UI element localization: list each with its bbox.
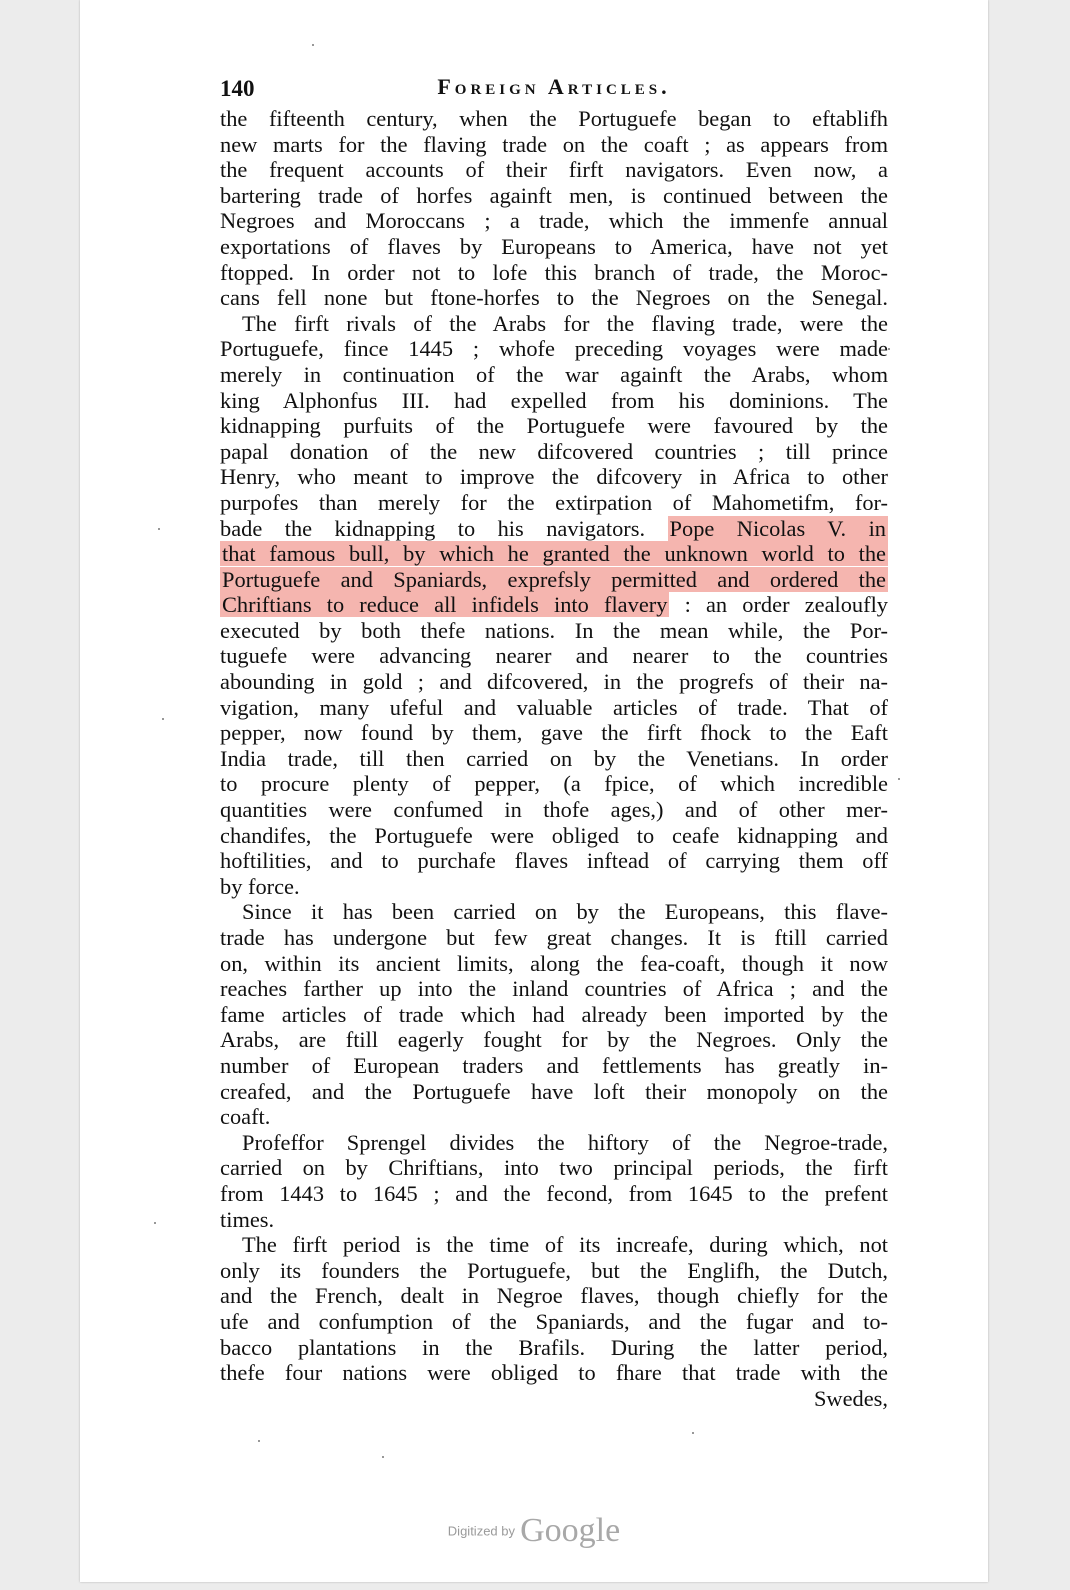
text-line: reaches farther up into the inland countries of Africa ; and the: [220, 976, 888, 1002]
text-line: the frequent accounts of their firft navigators. Even now, a: [220, 157, 888, 183]
text-line: trade has undergone but few great changes. It is ftill carried: [220, 925, 888, 950]
text-line: executed by both thefe nations. In the mean while, the Por-: [220, 617, 888, 643]
text-line: chandifes, the Portuguefe were obliged to ceafe kidnapping and: [220, 822, 888, 848]
body-text: [220, 106, 888, 1411]
highlighted-passage: Chriftians to reduce all infidels into flavery: [222, 592, 668, 618]
text-line: quantities were confumed in thofe ages,) and of other mer-: [220, 797, 888, 823]
text-line: [220, 592, 888, 618]
text-line: bartering trade of horfes againft men, is continued between the: [220, 182, 888, 208]
text-line: coaft.: [220, 1104, 271, 1130]
text-line: to procure plenty of pepper, (a fpice, of which incredible: [220, 771, 888, 797]
text-line: abounding in gold ; and difcovered, in the progrefs of their na-: [220, 669, 888, 695]
text-line: purpofes than merely for the extirpation of Mahometifm, for-: [220, 489, 888, 515]
text-line: [220, 567, 888, 593]
text-line: creafed, and the Portuguefe have loft their monopoly on the: [220, 1078, 888, 1104]
text-line: Portuguefe, fince 1445 ; whofe preceding voyages were made: [220, 336, 888, 362]
text-line: by force.: [220, 873, 300, 899]
text-line: new marts for the flaving trade on the coaft ; as appears from: [220, 131, 888, 157]
text-line: fame articles of trade which had already been imported by the: [220, 1001, 888, 1027]
running-head: Foreign Articles.: [437, 74, 671, 99]
text-line: vigation, many ufeful and valuable articles of trade. That of: [220, 694, 888, 720]
text-line: Profeffor Sprengel divides the hiftory of the Negroe-trade,: [242, 1129, 888, 1155]
page-header: [220, 72, 888, 102]
text-line: Henry, who meant to improve the difcovery in Africa to other: [220, 464, 888, 490]
text-line: times.: [220, 1206, 275, 1232]
text-line: number of European traders and fettlements has greatly in-: [220, 1052, 888, 1078]
text-line: the fifteenth century, when the Portuguefe began to eftablifh: [220, 106, 888, 131]
document-page: [80, 0, 988, 1582]
scan-speck: [312, 44, 314, 46]
highlighted-passage: Pope Nicolas V. in: [669, 515, 886, 541]
text-line: ufe and confumption of the Spaniards, and the fugar and to-: [220, 1308, 888, 1334]
google-logo: Google: [520, 1512, 621, 1549]
scan-speck: [158, 528, 160, 530]
scan-speck: [162, 718, 164, 720]
text-line: from 1443 to 1645 ; and the fecond, from 1645 to the prefent: [220, 1180, 888, 1206]
text-line: India trade, till then carried on by the Venetians. In order: [220, 745, 888, 771]
text-line: Arabs, are ftill eagerly fought for by the Negroes. Only the: [220, 1027, 888, 1053]
text-line: thefe four nations were obliged to fhare that trade with the: [220, 1360, 888, 1386]
text-line: cans fell none but ftone-horfes to the Negroes on the Senegal.: [220, 285, 888, 311]
text-line: papal donation of the new difcovered countries ; till prince: [220, 438, 888, 464]
text-line: ftopped. In order not to lofe this branch of trade, the Moroc-: [220, 259, 888, 285]
text-line: and the French, dealt in Negroe flaves, though chiefly for the: [220, 1283, 888, 1309]
text-line: on, within its ancient limits, along the fea-coaft, though it now: [220, 950, 888, 976]
text-line: exportations of flaves by Europeans to America, have not yet: [220, 233, 888, 259]
catchword: Swedes,: [813, 1385, 888, 1411]
text-line: The firft rivals of the Arabs for the flaving trade, were the: [242, 310, 888, 336]
text-line: pepper, now found by them, gave the firft fhock to the Eaft: [220, 720, 888, 746]
text-line: tuguefe were advancing nearer and nearer to the countries: [220, 643, 888, 669]
scan-speck: [154, 1222, 156, 1224]
text-fragment: : an order zealoufly: [669, 592, 888, 618]
text-line: Negroes and Moroccans ; a trade, which the immenfe annual: [220, 208, 888, 234]
watermark-label: Digitized by: [447, 1523, 515, 1539]
page-number: 140: [220, 76, 255, 101]
highlighted-passage: Portuguefe and Spaniards, exprefsly permitted and ordered the: [222, 566, 886, 592]
text-line: king Alphonfus III. had expelled from his dominions. The: [220, 387, 888, 413]
highlighted-passage: that famous bull, by which he granted the unknown world to the: [222, 541, 886, 567]
text-line: bacco plantations in the Brafils. During the latter period,: [220, 1334, 888, 1360]
scan-speck: [888, 348, 890, 350]
text-line: carried on by Chriftians, into two principal periods, the firft: [220, 1155, 888, 1181]
text-line: [220, 516, 888, 542]
text-line: The firft period is the time of its increafe, during which, not: [242, 1232, 888, 1258]
scan-speck: [692, 1432, 694, 1434]
text-line: only its founders the Portuguefe, but the Englifh, the Dutch,: [220, 1257, 888, 1283]
text-line: [220, 541, 888, 567]
scan-speck: [382, 1456, 384, 1458]
scan-speck: [898, 778, 900, 780]
digitized-watermark: [80, 1512, 988, 1550]
text-line: Since it has been carried on by the Europeans, this flave-: [242, 899, 888, 925]
text-line: kidnapping purfuits of the Portuguefe were favoured by the: [220, 413, 888, 439]
text-line: merely in continuation of the war againft the Arabs, whom: [220, 361, 888, 387]
text-fragment: bade the kidnapping to his navigators.: [220, 515, 646, 541]
scan-speck: [258, 1440, 260, 1442]
text-line: hoftilities, and to purchafe flaves inftead of carrying them off: [220, 848, 888, 874]
